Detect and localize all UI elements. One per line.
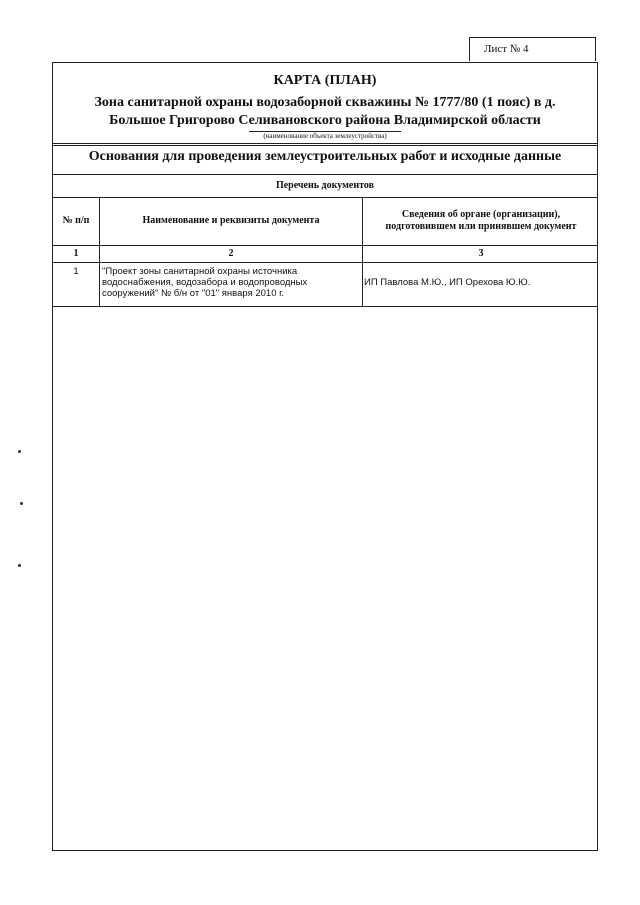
table-top-border [53,197,597,198]
section-heading: Основания для проведения землеустроительных работ и исходные данные [88,149,562,164]
documents-list-heading: Перечень документов [275,180,375,191]
scan-speck [18,450,21,453]
document-subtitle-line2: Большое Григорово Селивановского района Владимирской области [109,113,541,128]
column-number-2: 2 [228,248,234,259]
row-number: 1 [73,266,79,277]
table-numbers-border [53,262,597,263]
scan-speck [18,564,21,567]
sheet-number-label: Лист № 4 [469,37,596,61]
row-organization: ИП Павлова М.Ю., ИП Орехова Ю.Ю. [364,277,531,288]
row-document: "Проект зоны санитарной охраны источника водоснабжения, водозабора и водопроводных сооружений" № б/н от "01" января 2010 г. [102,266,308,299]
object-name-caption: (наименование объекта землеустройства) [249,131,401,141]
scan-speck [20,502,23,505]
title-divider [53,143,597,146]
section-divider [53,174,597,175]
document-subtitle-line1: Зона санитарной охраны водозаборной скважины № 1777/80 (1 пояс) в д. [94,95,556,110]
column-header-organization: Сведения об органе (организации), подготовившем или принявшем документ [385,209,577,232]
table-header-border [53,245,597,246]
column-header-document: Наименование и реквизиты документа [142,215,320,226]
column-number-1: 1 [73,248,79,259]
column-number-3: 3 [478,248,484,259]
document-title: КАРТА (ПЛАН) [273,73,377,88]
column-header-number: № п/п [62,215,90,226]
document-frame [52,62,598,851]
table-bottom-border [53,306,597,307]
